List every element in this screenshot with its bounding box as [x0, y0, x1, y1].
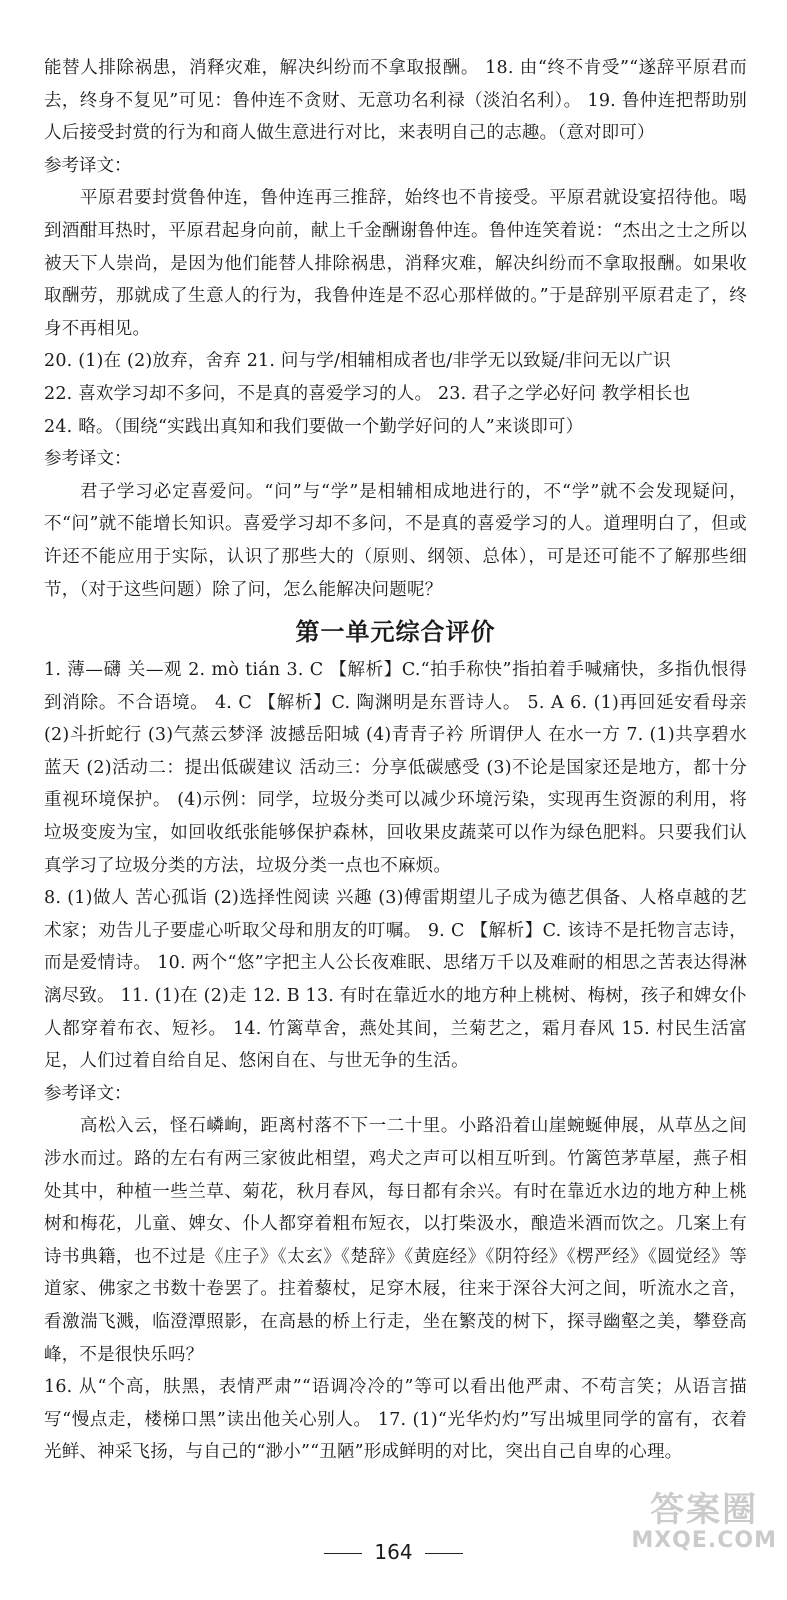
section-title: 第一单元综合评价 — [295, 618, 496, 647]
footer-dash-left — [324, 1553, 362, 1555]
footer-dash-right — [425, 1553, 463, 1555]
translation-label: 参考译文： — [44, 1083, 132, 1104]
watermark-top: 答案圈 — [650, 1490, 759, 1530]
answer-paragraph: 24. 略。（围绕“实践出真知和我们要做一个勤学好问的人”来谈即可） — [44, 416, 584, 437]
translation-label: 参考译文： — [44, 155, 132, 176]
watermark-bottom: MXQE.COM — [631, 1528, 777, 1554]
translation-paragraph: 高松入云，怪石嶙峋，距离村落不下一二十里。小路沿着山崖蜿蜒伸展，从草丛之间涉水而过。路的左右有两三家彼此相望，鸡犬之声可以相互听到。竹篱笆茅草屋，燕子相处其中，种植一些兰草、菊花，秋月春风，每日都有余兴。有时在靠近水边的地方种上桃树和梅花，儿童、婢女、仆人都穿着粗布短衣，以打柴汲水，酿造米酒而饮之。几案上有诗书典籍，也不过是《庄子》《太玄》《楚辞》《黄庭经》《阴符经》《楞严经》《圆觉经》等道家、佛家之书数十卷罢了。拄着藜杖，足穿木屐，往来于深谷大河之间，听流水之音，看激湍飞溅，临澄潭照影，在高悬的桥上行走，坐在繁茂的树下，探寻幽壑之美，攀登高峰，不是很快乐吗？ — [44, 1116, 747, 1365]
answer-paragraph: 8. (1)做人 苦心孤诣 (2)选择性阅读 兴趣 (3)傅雷期望儿子成为德艺俱备、人格卓越的艺术家；劝告儿子要虚心听取父母和朋友的叮嘱。 9. C 【解析】C. 该诗不是托物言志诗，而是爱情诗。 10. 两个“悠”字把主人公长夜难眠、思绪万千以及难耐的相思之苦表达得淋漓尽致。 11. (1)在 (2)走 12. B 13. 有时在靠近水的地方种上桃树、梅树，孩子和婢女仆人都穿着布衣、短衫。 14. 竹篱草舍，燕处其间，兰菊艺之，霜月春风 15. 村民生活富足，人们过着自给自足、悠闲自在、与世无争的生活。 — [44, 888, 747, 1072]
answer-paragraph: 能替人排除祸患，消释灾难，解决纠纷而不拿取报酬。 18. 由“终不肯受”“遂辞平原君而去，终身不复见”可见：鲁仲连不贪财、无意功名利禄（淡泊名利）。 19. 鲁仲连把帮助别人后接受封赏的行为和商人做生意进行对比，来表明自己的志趣。（意对即可） — [44, 58, 747, 144]
answer-paragraph: 20. (1)在 (2)放弃，舍弃 21. 问与学/相辅相成者也/非学无以致疑/非问无以广识 — [44, 351, 671, 372]
translation-paragraph: 平原君要封赏鲁仲连，鲁仲连再三推辞，始终也不肯接受。平原君就设宴招待他。喝到酒酣耳热时，平原君起身向前，献上千金酬谢鲁仲连。鲁仲连笑着说：“杰出之士之所以被天下人崇尚，是因为他们能替人排除祸患，消释灾难，解决纠纷而不拿取报酬。如果收取酬劳，那就成了生意人的行为，我鲁仲连是不忍心那样做的。”于是辞别平原君走了，终身不再相见。 — [44, 188, 747, 339]
answer-paragraph: 22. 喜欢学习却不多问，不是真的喜爱学习的人。 23. 君子之学必好问 教学相长也 — [44, 383, 691, 404]
answer-paragraph: 16. 从“个高，肤黑，表情严肃”“语调冷冷的”等可以看出他严肃、不苟言笑；从语言描写“慢点走，楼梯口黑”读出他关心别人。 17. (1)“光华灼灼”写出城里同学的富有，衣着光鲜、神采飞扬，与自己的“渺小”“丑陋”形成鲜明的对比，突出自己自卑的心理。 — [44, 1377, 747, 1463]
answer-paragraph: 1. 薄—礴 关—观 2. mò tián 3. C 【解析】C.“拍手称快”指拍着手喊痛快，多指仇恨得到消除。不合语境。 4. C 【解析】C. 陶渊明是东晋诗人。 5. A 6. (1)再回延安看母亲 (2)斗折蛇行 (3)气蒸云梦泽 波撼岳阳城 (4)青青子衿 所谓伊人 在水一方 7. (1)共享碧水蓝天 (2)活动二：提出低碳建议 活动三：分享低碳感受 (3)不论是国家还是地方，都十分重视环境保护。 (4)示例：同学，垃圾分类可以减少环境污染，实现再生资源的利用，将垃圾变废为宝，如回收纸张能够保护森林，回收果皮蔬菜可以作为绿色肥料。只要我们认真学习了垃圾分类的方法，垃圾分类一点也不麻烦。 — [44, 660, 747, 876]
translation-label: 参考译文： — [44, 449, 132, 470]
page-number: 164 — [374, 1540, 413, 1564]
watermark-logo — [631, 1492, 777, 1554]
translation-paragraph: 君子学习必定喜爱问。“问”与“学”是相辅相成地进行的，不“学”就不会发现疑问，不“问”就不能增长知识。喜爱学习却不多问，不是真的喜爱学习的人。道理明白了，但或许还不能应用于实际，认识了那些大的（原则、纲领、总体），可是还可能不了解那些细节，（对于这些问题）除了问，怎么能解决问题呢？ — [44, 481, 747, 600]
